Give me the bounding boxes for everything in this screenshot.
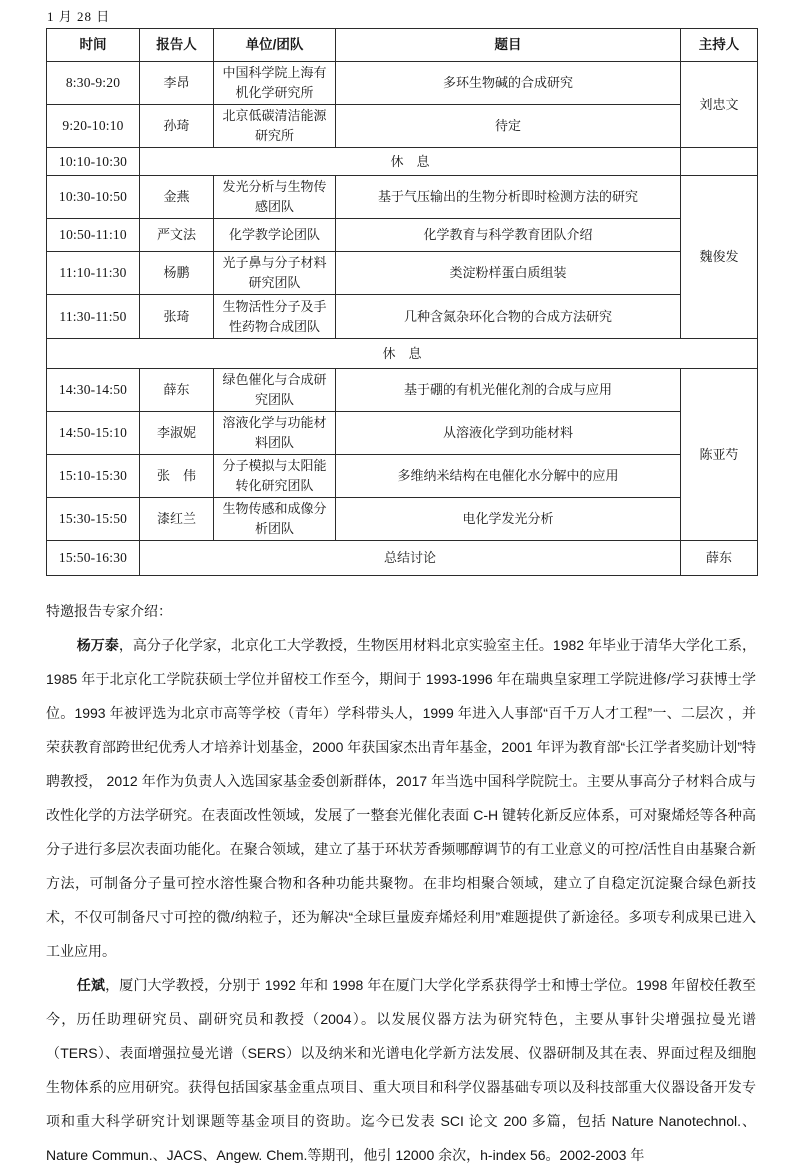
speaker-cell: 李昂 — [140, 62, 214, 105]
break-row — [47, 148, 758, 176]
unit-cell: 中国科学院上海有机化学研究所 — [214, 62, 336, 105]
speaker-cell: 薛东 — [140, 369, 214, 412]
unit-cell: 溶液化学与功能材料团队 — [214, 412, 336, 455]
title-cell: 几种含氮杂环化合物的合成方法研究 — [336, 295, 681, 339]
summary-row — [47, 541, 758, 576]
table-header-row — [47, 29, 758, 62]
title-cell: 多维纳米结构在电催化水分解中的应用 — [336, 455, 681, 498]
table-row — [47, 62, 758, 105]
summary-cell: 总结讨论 — [140, 541, 681, 576]
time-cell: 11:30-11:50 — [47, 295, 140, 339]
time-cell: 8:30-9:20 — [47, 62, 140, 105]
unit-cell: 绿色催化与合成研究团队 — [214, 369, 336, 412]
unit-cell: 分子模拟与太阳能转化研究团队 — [214, 455, 336, 498]
speaker-cell: 严文法 — [140, 219, 214, 252]
expert-paragraph — [46, 968, 756, 1172]
title-cell: 类淀粉样蛋白质组装 — [336, 252, 681, 295]
expert-name: 杨万泰 — [76, 637, 119, 653]
host-cell: 刘忠文 — [681, 62, 758, 148]
unit-cell: 北京低碳清洁能源研究所 — [214, 105, 336, 148]
speaker-cell: 漆红兰 — [140, 498, 214, 541]
time-cell: 11:10-11:30 — [47, 252, 140, 295]
unit-cell: 生物活性分子及手性药物合成团队 — [214, 295, 336, 339]
speaker-cell: 杨鹏 — [140, 252, 214, 295]
unit-cell: 生物传感和成像分析团队 — [214, 498, 336, 541]
schedule-table — [46, 28, 758, 576]
header-time: 时间 — [47, 29, 140, 62]
host-cell — [681, 148, 758, 176]
unit-cell: 发光分析与生物传感团队 — [214, 176, 336, 219]
title-cell: 化学教育与科学教育团队介绍 — [336, 219, 681, 252]
time-cell: 10:10-10:30 — [47, 148, 140, 176]
speaker-cell: 张琦 — [140, 295, 214, 339]
title-cell: 电化学发光分析 — [336, 498, 681, 541]
break-row — [47, 339, 758, 369]
time-cell: 15:30-15:50 — [47, 498, 140, 541]
table-row — [47, 412, 758, 455]
speaker-cell: 李淑妮 — [140, 412, 214, 455]
header-host: 主持人 — [681, 29, 758, 62]
header-unit: 单位/团队 — [214, 29, 336, 62]
speaker-cell: 金燕 — [140, 176, 214, 219]
expert-bio: ，厦门大学教授，分别于 1992 年和 1998 年在厦门大学化学系获得学士和博士学位。1998 年留校任教至今，历任助理研究员、副研究员和教授（2004）。以发展仪器方法为研究特色，主要从事针尖增强拉曼光谱（TERS）、表面增强拉曼光谱（SERS）以及纳米和光谱电化学新方法发展、仪器研制及其在表、界面过程及细胞生物体系的应用研究。获得包括国家基金重点项目、重大项目和科学仪器基础专项以及科技部重大仪器设备开发专项和重大科学研究计划课题等基金项目的资助。迄今已发表 SCI 论文 200 多篇，包括 Nature Nanotechnol.、Nature Commun.、JACS、Angew. Chem.等期刊，他引 12000 余次，h-index 56。2002-2003 年 — [46, 977, 756, 1163]
break-cell: 休 息 — [47, 339, 758, 369]
time-cell: 14:30-14:50 — [47, 369, 140, 412]
host-cell: 魏俊发 — [681, 176, 758, 339]
table-row — [47, 455, 758, 498]
date-label: 1 月 28 日 — [47, 9, 111, 24]
header-title: 题目 — [336, 29, 681, 62]
host-cell: 陈亚芍 — [681, 369, 758, 541]
table-row — [47, 252, 758, 295]
break-cell: 休 息 — [140, 148, 681, 176]
expert-bio: ，高分子化学家，北京化工大学教授，生物医用材料北京实验室主任。1982 年毕业于清华大学化工系，1985 年于北京化工学院获硕士学位并留校工作至今，期间于 1993-1996 年在瑞典皇家理工学院进修/学习获博士学位。1993 年被评选为北京市高等学校（青年）学科带头人，1999 年进入人事部“百千万人才工程”一、二层次 ，并荣获教育部跨世纪优秀人才培养计划基金，2000 年获国家杰出青年基金，2001 年评为教育部“长江学者奖励计划”特聘教授， 2012 年作为负责人入选国家基金委创新群体，2017 年当选中国科学院院士。主要从事高分子材料合成与改性化学的方法学研究。在表面改性领域，发展了一整套光催化表面 C-H 键转化新反应体系，可对聚烯烃等各种高分子进行多层次表面功能化。在聚合领域，建立了基于环状芳香频哪醇调节的有工业意义的可控/活性自由基聚合新方法，可制备分子量可控水溶性聚合物和各种功能共聚物。在非均相聚合领域，建立了自稳定沉淀聚合绿色新技术，不仅可制备尺寸可控的微/纳粒子，还为解决“全球巨量废弃烯烃利用”难题提供了新途径。多项专利成果已进入工业应用。 — [46, 637, 756, 959]
time-cell: 10:50-11:10 — [47, 219, 140, 252]
experts-heading: 特邀报告专家介绍： — [46, 603, 172, 619]
unit-cell: 化学教学论团队 — [214, 219, 336, 252]
table-row — [47, 295, 758, 339]
table-row — [47, 176, 758, 219]
title-cell: 从溶液化学到功能材料 — [336, 412, 681, 455]
table-row — [47, 219, 758, 252]
table-row — [47, 498, 758, 541]
title-cell: 基于硼的有机光催化剂的合成与应用 — [336, 369, 681, 412]
time-cell: 15:50-16:30 — [47, 541, 140, 576]
host-cell: 薛东 — [681, 541, 758, 576]
speaker-cell: 孙琦 — [140, 105, 214, 148]
expert-paragraph — [46, 628, 756, 968]
header-speaker: 报告人 — [140, 29, 214, 62]
unit-cell: 光子鼻与分子材料研究团队 — [214, 252, 336, 295]
speaker-cell: 张 伟 — [140, 455, 214, 498]
experts-section — [46, 594, 756, 1172]
time-cell: 9:20-10:10 — [47, 105, 140, 148]
title-cell: 待定 — [336, 105, 681, 148]
table-row — [47, 369, 758, 412]
time-cell: 14:50-15:10 — [47, 412, 140, 455]
expert-name: 任斌 — [76, 977, 106, 993]
time-cell: 10:30-10:50 — [47, 176, 140, 219]
title-cell: 多环生物碱的合成研究 — [336, 62, 681, 105]
time-cell: 15:10-15:30 — [47, 455, 140, 498]
title-cell: 基于气压输出的生物分析即时检测方法的研究 — [336, 176, 681, 219]
table-row — [47, 105, 758, 148]
